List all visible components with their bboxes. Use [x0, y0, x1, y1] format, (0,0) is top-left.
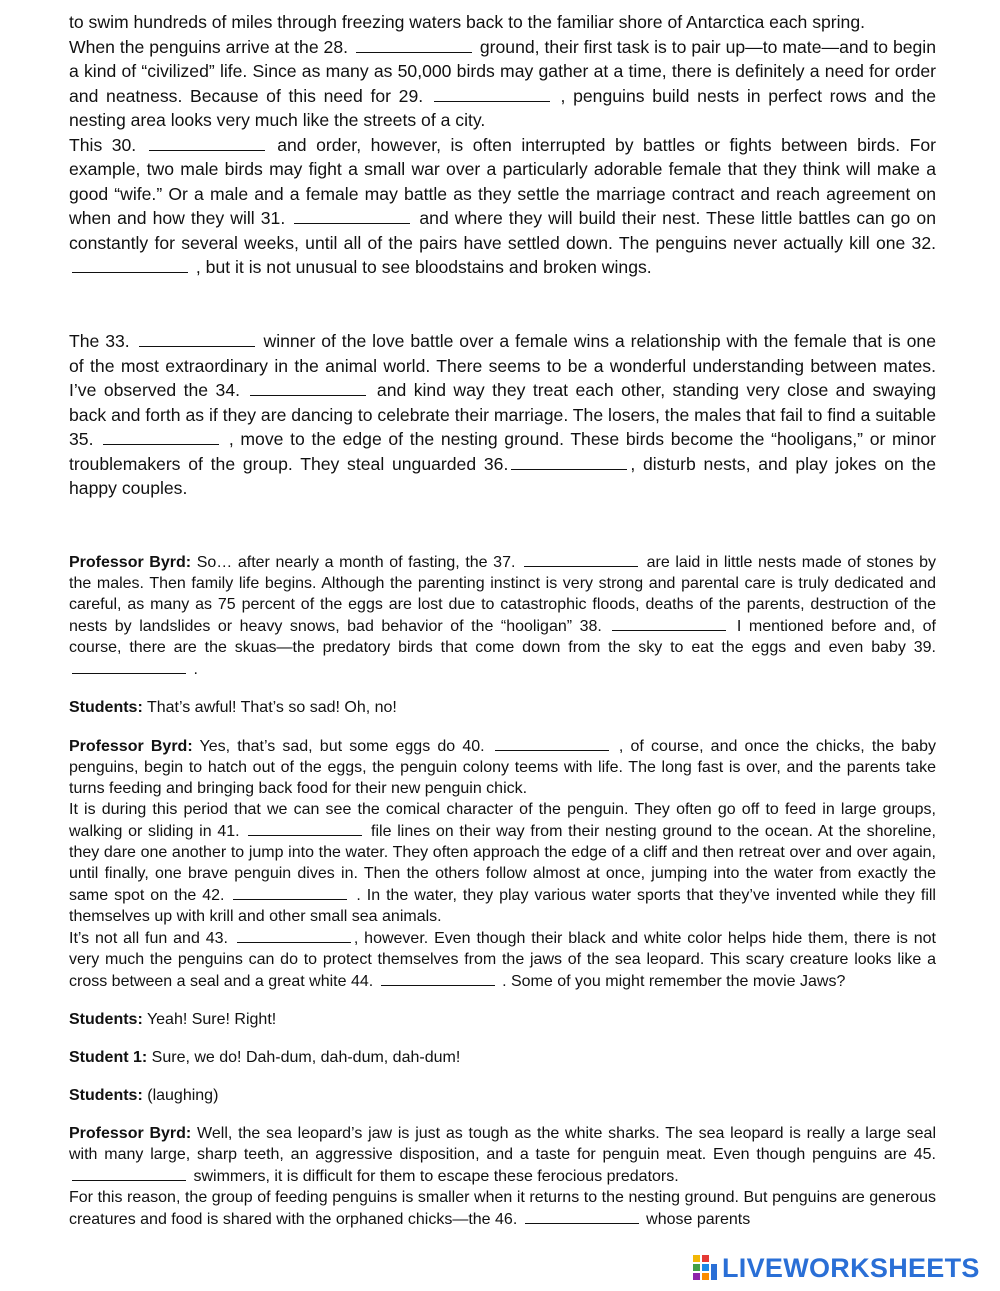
- paragraph: When the penguins arrive at the 28. ground, their first task is to pair up—to mate—and to begin a kind of “civilized” life. Since as many as 50,000 birds may gather at a time, there is definitely a need for order and neatness. Because of this need for 29. , penguins build nests in perfect rows and the nesting area looks very much like the streets of a city.: [69, 36, 937, 130]
- blank-36[interactable]: [511, 454, 627, 470]
- blank-45[interactable]: [72, 1165, 186, 1181]
- dialogue-line: Students: Yeah! Sure! Right!: [69, 1011, 277, 1028]
- blank-40[interactable]: [495, 735, 609, 751]
- blank-28[interactable]: [356, 37, 472, 53]
- paragraph: to swim hundreds of miles through freezing waters back to the familiar shore of Antarctica each spring.: [69, 12, 866, 32]
- dialogue-line: For this reason, the group of feeding penguins is smaller when it returns to the nesting ground. But penguins are generous creatures and food is shared with the orphaned chicks—the 46. whose parents: [69, 1189, 936, 1228]
- passage-section-1: [69, 10, 936, 280]
- blank-32[interactable]: [72, 257, 188, 273]
- watermark-text: LIVEWORKSHEETS: [722, 1252, 980, 1283]
- speaker-label: Professor Byrd:: [69, 1125, 192, 1142]
- dialogue-line: Student 1: Sure, we do! Dah-dum, dah-dum, dah-dum!: [69, 1049, 461, 1066]
- blank-31[interactable]: [294, 208, 410, 224]
- speaker-label: Professor Byrd:: [69, 738, 193, 755]
- dialogue-line: Professor Byrd: Yes, that’s sad, but some eggs do 40. , of course, and once the chicks, the baby penguins, begin to hatch out of the eggs, the penguin colony teems with life. The long fast is over, and the parents take turns feeding and bringing back food for their new penguin chick.: [69, 735, 936, 799]
- dialogue-line: Professor Byrd: Well, the sea leopard’s jaw is just as tough as the white sharks. The sea leopard is really a large seal with many large, sharp teeth, an aggressive disposition, and a taste for penguin meat. Even though penguins are 45. swimmers, it is difficult for them to escape these ferocious predators.: [69, 1125, 937, 1185]
- blank-34[interactable]: [250, 380, 366, 396]
- blank-30[interactable]: [149, 135, 265, 151]
- blank-29[interactable]: [434, 86, 550, 102]
- speaker-label: Students:: [69, 1087, 143, 1104]
- dialogue-line: It is during this period that we can see the comical character of the penguin. They often go off to feed in large groups, walking or sliding in 41. file lines on their way from their nesting ground to the ocean. At the shoreline, they dare one another to jump into the water. They often approach the edge of a cliff and then retreat over and over again, until finally, one brave penguin dives in. Then the others follow almost at once, jumping into the water from exactly the same spot on the 42. . In the water, they play various water sports that they’ve invented while they fill themselves up with krill and other small sea animals.: [69, 801, 936, 925]
- blank-33[interactable]: [139, 331, 255, 347]
- dialogue-line: Students: That’s awful! That’s so sad! Oh, no!: [69, 699, 397, 716]
- passage-section-2: [69, 329, 936, 501]
- paragraph: The 33. winner of the love battle over a female wins a relationship with the female that is one of the most extraordinary in the animal world. There seems to be a wonderful understanding between mates. I’ve observed the 34. and kind way they treat each other, standing very close and swaying back and forth as if they are dancing to celebrate their marriage. The losers, the males that fail to find a suitable 35. , move to the edge of the nesting ground. These birds become the “hooligans,” or minor troublemakers of the group. They steal unguarded 36. , disturb nests, and play jokes on the happy couples.: [69, 331, 937, 498]
- liveworksheets-watermark: [692, 1249, 996, 1287]
- blank-42[interactable]: [233, 884, 347, 900]
- blank-39[interactable]: [72, 658, 186, 674]
- dialogue-line: Students: (laughing): [69, 1087, 219, 1104]
- liveworksheets-logo-icon: [692, 1253, 718, 1283]
- blank-41[interactable]: [248, 820, 362, 836]
- dialogue-line: Professor Byrd: So… after nearly a month of fasting, the 37. are laid in little nests made of stones by the males. Then family life begins. Although the parenting instinct is very strong and parental care is truly dedicated and careful, as many as 75 percent of the eggs are lost due to catastrophic floods, deaths of the parents, destruction of the nests by landslides or heavy snows, bad behavior of the “hooligan” 38. I mentioned before and, of course, there are the skuas—the predatory birds that come down from the sky to eat the eggs and even baby 39. .: [69, 551, 936, 680]
- speaker-label: Students:: [69, 699, 143, 716]
- blank-37[interactable]: [524, 551, 638, 567]
- blank-46[interactable]: [525, 1208, 639, 1224]
- paragraph: This 30. and order, however, is often interrupted by battles or fights between birds. For example, two male birds may fight a small war over a particularly adorable female that they think will make a good “wife.” Or a male and a female may battle as they settle the marriage contract and reach agreement on when and how they will 31. and where they will build their nest. These little battles can go on constantly for several weeks, until all of the pairs have settled down. The penguins never actually kill one 32. , but it is not unusual to see bloodstains and broken wings.: [69, 134, 937, 277]
- blank-44[interactable]: [381, 970, 495, 986]
- speaker-label: Student 1:: [69, 1049, 148, 1066]
- blank-43[interactable]: [237, 927, 351, 943]
- dialogue-section: [69, 551, 936, 1230]
- dialogue-line: It’s not all fun and 43. , however. Even though their black and white color helps hide them, there is not very much the penguins can do to protect themselves from the jaws of the sea leopard. This scary creature looks like a cross between a seal and a great white 44. . Some of you might remember the movie Jaws?: [69, 927, 936, 992]
- blank-35[interactable]: [103, 429, 219, 445]
- speaker-label: Students:: [69, 1011, 143, 1028]
- blank-38[interactable]: [612, 615, 726, 631]
- speaker-label: Professor Byrd:: [69, 554, 192, 571]
